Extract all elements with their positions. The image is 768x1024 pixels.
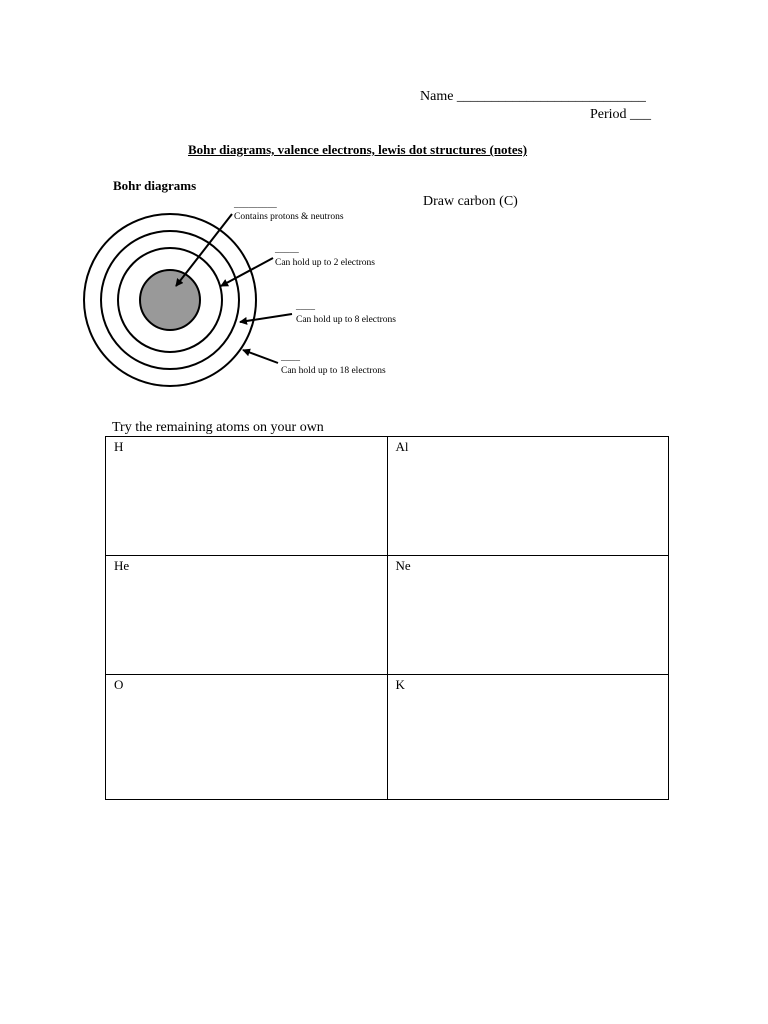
nucleus-label: Contains protons & neutrons [234, 212, 344, 222]
shell3-blank: ____ [281, 353, 300, 363]
cell-aluminum[interactable]: Al [387, 437, 669, 556]
table-row [106, 675, 669, 800]
shell3-label: Can hold up to 18 electrons [281, 366, 386, 376]
nucleus [140, 270, 200, 330]
cell-helium[interactable]: He [106, 556, 388, 675]
bohr-diagram [80, 200, 420, 390]
bohr-section-heading: Bohr diagrams [113, 178, 197, 193]
period-field-label: Period ___ [590, 107, 652, 122]
nucleus-blank: _________ [234, 200, 277, 210]
cell-hydrogen[interactable]: H [106, 437, 388, 556]
shell1-blank: _____ [275, 245, 299, 255]
shell1-label: Can hold up to 2 electrons [275, 258, 375, 268]
practice-instruction: Try the remaining atoms on your own [112, 420, 324, 435]
shell2-label: Can hold up to 8 electrons [296, 315, 396, 325]
table-row [106, 437, 669, 556]
draw-carbon-prompt: Draw carbon (C) [423, 194, 518, 209]
shell3-arrow [243, 350, 278, 363]
shell2-blank: ____ [296, 302, 315, 312]
cell-neon[interactable]: Ne [387, 556, 669, 675]
name-field-label: Name ___________________________ [420, 89, 646, 104]
practice-grid [105, 436, 669, 800]
page-title: Bohr diagrams, valence electrons, lewis dot structures (notes) [188, 142, 528, 157]
cell-potassium[interactable]: K [387, 675, 669, 800]
table-row [106, 556, 669, 675]
shell2-arrow [240, 314, 292, 322]
cell-oxygen[interactable]: O [106, 675, 388, 800]
